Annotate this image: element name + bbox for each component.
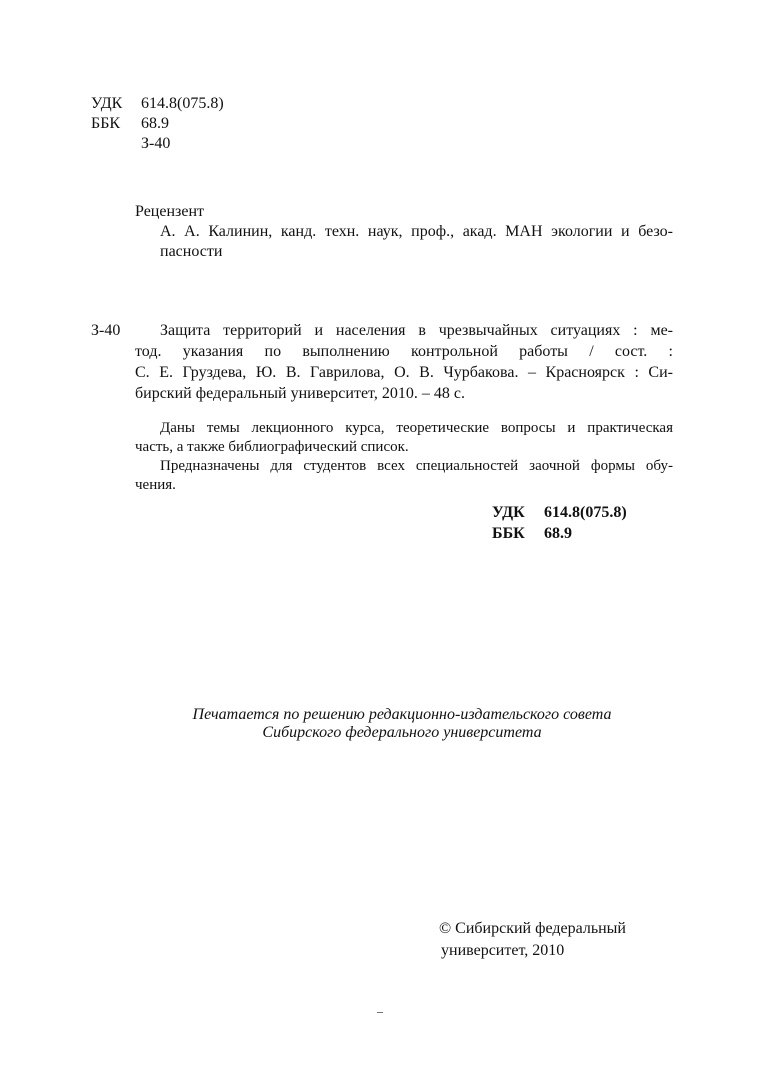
- footer-udk-label: УДК: [492, 504, 525, 521]
- bib-author-mark: З-40: [91, 322, 121, 339]
- bib-line-4: бирский федеральный университет, 2010. – 48 с.: [135, 385, 465, 402]
- header-udk: [91, 94, 224, 114]
- bib-line-3: С. Е. Груздева, Ю. В. Гаврилова, О. В. Чурбакова. – Красноярск : Си-: [135, 364, 673, 381]
- header-bbk-value: 68.9: [141, 115, 169, 132]
- bib-line-2: тод. указания по выполнению контрольной работы / сост. :: [135, 343, 673, 360]
- header-author-mark: З-40: [141, 135, 171, 152]
- council-note-line-1: Печатается по решению редакционно-издательского совета: [192, 706, 612, 723]
- footer-udk: [492, 503, 627, 523]
- header-udk-label: УДК: [91, 95, 123, 112]
- header-bbk-label: ББК: [91, 115, 121, 132]
- annotation-p1-line-1: Даны темы лекционного курса, теоретические вопросы и практическая: [160, 420, 673, 436]
- annotation-p2-line-2: чения.: [135, 477, 176, 493]
- reviewer-heading: Рецензент: [135, 203, 204, 220]
- copyright-line-1: © Сибирский федеральный: [439, 920, 626, 937]
- page-mark: –: [377, 1004, 383, 1018]
- footer-bbk-label: ББК: [492, 525, 525, 542]
- annotation-p1-line-2: часть, а также библиографический список.: [135, 439, 409, 455]
- footer-bbk: [492, 524, 572, 544]
- footer-udk-value: 614.8(075.8): [544, 504, 627, 521]
- reviewer-line-1: А. А. Калинин, канд. техн. наук, проф., акад. МАН экологии и безо-: [160, 223, 673, 240]
- header-udk-value: 614.8(075.8): [141, 95, 224, 112]
- annotation-p2-line-1: Предназначены для студентов всех специальностей заочной формы обу-: [160, 458, 673, 474]
- copyright-line-2: университет, 2010: [441, 942, 565, 959]
- council-note-line-2: Сибирского федерального университета: [262, 724, 542, 741]
- reviewer-line-2: пасности: [160, 243, 223, 260]
- bib-line-1: Защита территорий и населения в чрезвычайных ситуациях : ме-: [160, 322, 673, 339]
- footer-bbk-value: 68.9: [544, 525, 572, 542]
- header-bbk: [91, 114, 169, 134]
